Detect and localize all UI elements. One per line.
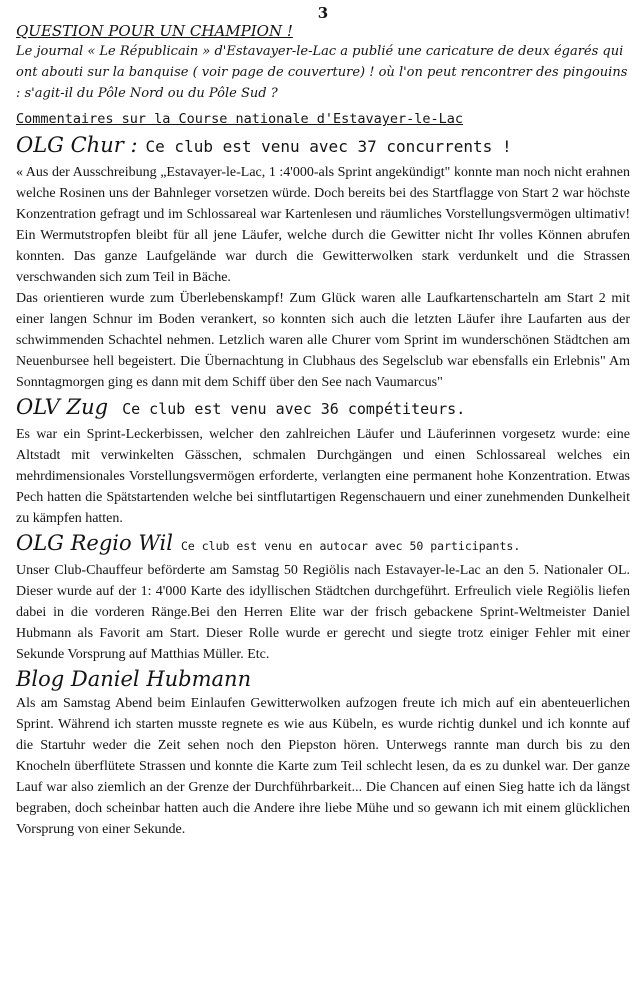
club-note: Ce club est venu en autocar avec 50 participants. [180, 539, 521, 553]
club-paragraph: Es war ein Sprint-Leckerbissen, welcher den zahlreichen Läufer und Läuferinnen vorgesetz wurde: eine Altstadt mit verwinkelten Gässchen, schmalen Durchgängen und einen Schlossareal welches ein mehrdimensionales Vorstellungsvermögen erforderte, verlangten eine permanent hohe Konzentration. Etwas Pech hatten die Spätstartenden welche bei sintflutartigen Regenschauern und einer zunehmenden Dunkelheit zu kämpfen hatten. [16, 427, 630, 526]
club-note: Ce club est venu avec 37 concurrents ! [145, 137, 512, 156]
blog-section [16, 665, 630, 840]
newsletter-page [16, 4, 630, 840]
club-name: OLG Chur : [16, 133, 138, 157]
page-number: 3 [317, 4, 329, 22]
comments-heading: Commentaires sur la Course nationale d'Estavayer-le-Lac [16, 111, 464, 127]
club-paragraph: « Aus der Ausschreibung „Estavayer-le-Lac, 1 :4'000-als Sprint angekündigt" konnte man noch nicht erahnen welche Rosinen uns der Bahnleger vorsetzen würde. Doch bereits bei des Startflagge von Start 2 war höchste Konzentration gefragt und im Schlossareal war Kartenlesen und räumliches Vorstellungsvermögen ultimativ! Ein Wermutstropfen bleibt für all jene Läufer, welche durch die Gewitter nicht Ihr volles Können abrufen konnten. Das ganze Laufgelände war durch die Gewitterwolken stark verdunkelt und die Strassen verschwanden sich zum Teil in Bäche. [16, 165, 630, 285]
club-name: OLG Regio Wil [16, 531, 173, 555]
club-header [16, 393, 630, 424]
club-section-regio-wil [16, 529, 630, 665]
club-paragraph: Unser Club-Chauffeur beförderte am Samstag 50 Regiölis nach Estavayer-le-Lac an den 5. Nationaler OL. Dieser wurde auf der 1: 4'000 Karte des idyllischen Städtchen durchgeführt. Erfreulich viele Regiölis liefen dabei in die vorderen Ränge.Bei den Herren Elite war der frisch gebackene Sprint-Weltmeister Daniel Hubmann als Favorit am Start. Dieser Rolle wurde er gerecht und siegte trotz einiger Fehler mit einer Sekunde Vorsprung auf Matthias Müller. Etc. [16, 563, 630, 662]
club-note: Ce club est venu avec 36 compétiteurs. [122, 400, 466, 418]
question-body: Le journal « Le Républicain » d'Estavayer-le-Lac a publié une caricature de deux égarés qui ont abouti sur la banquise ( voir page de couverture) ! où l'on peut rencontrer des pingouins : s'agit-il du Pôle Nord ou du Pôle Sud ? [16, 44, 628, 101]
blog-body: Als am Samstag Abend beim Einlaufen Gewitterwolken aufzogen freute ich mich auf ein abenteuerlichen Sprint. Während ich starten musste regnete es wie aus Kübeln, es wurde richtig dunkel und ich konnte auf die Startuhr weder die Zeit sehen noch den Piepston hören. Unterwegs rannte man durch bis zu den Knocheln überflütete Strassen und konnte die Karte zum Teil schlecht lesen, da es zu dunkel war. Der ganze Lauf war also ziemlich an der Grenze der Durchführbarkeit... Die Chancen auf einen Sieg hatte ich da längst begraben, doch scheinbar hatten auch die Andere ihre liebe Mühe und so gewann ich mit einem glücklichen Vorsprung von einer Sekunde. [16, 696, 630, 837]
blog-title: Blog Daniel Hubmann [16, 667, 252, 691]
club-name: OLV Zug [16, 395, 109, 419]
club-header [16, 131, 630, 162]
club-header [16, 529, 630, 560]
club-paragraph: Das orientieren wurde zum Überlebenskampf! Zum Glück waren alle Laufkartenscharteln am Start 2 mit einer langen Schnur im Boden verankert, so konnten sich auch die letzten Läufer ihre Laufarten aus der schwimmenden Schachtel nehmen. Letzlich waren alle Churer vom Sprint im wunderschönen Städtchen am Neuenbursee hell begeistert. Die Übernachtung in Clubhaus des Segelsclub war ebensfalls ein Erlebnis" Am Sonntagmorgen ging es dann mit dem Schiff über den See nach Vaumarcus" [16, 291, 630, 390]
question-title: QUESTION POUR UN CHAMPION ! [16, 22, 293, 40]
club-section-chur [16, 131, 630, 393]
club-section-zug [16, 393, 630, 529]
